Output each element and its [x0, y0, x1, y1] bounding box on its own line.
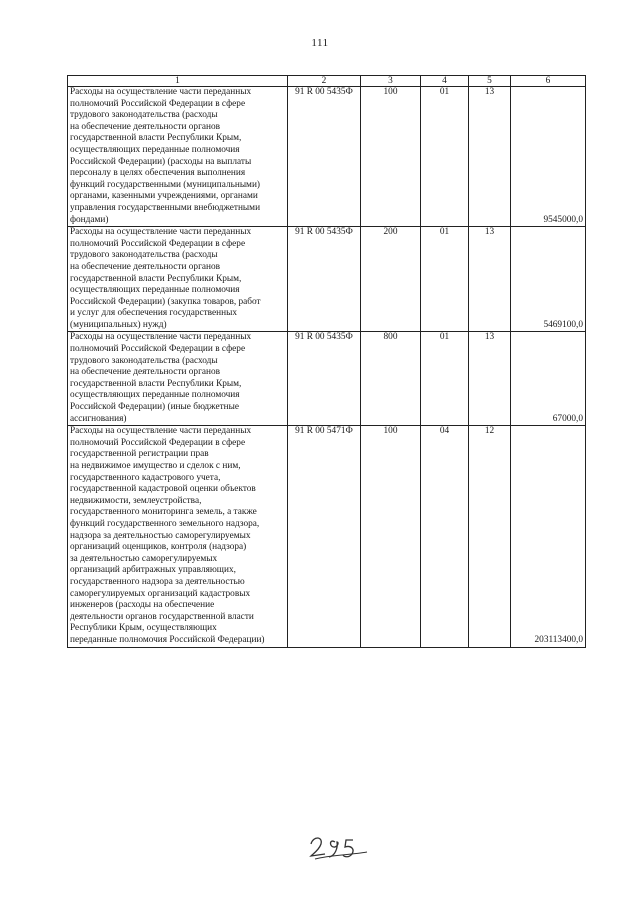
column-header: 5: [469, 76, 511, 87]
table-row: [68, 332, 586, 426]
header-row: [68, 76, 586, 87]
expense-type-cell: 100: [361, 426, 421, 647]
description-line: трудового законодательства (расходы: [70, 110, 218, 121]
description-line: органами, казенными учреждениями, органами: [70, 191, 258, 202]
description-line: Расходы на осуществление части переданных: [70, 227, 252, 238]
description-line: Расходы на осуществление части переданных: [70, 332, 252, 343]
description-line: переданные полномочия Российской Федерации): [70, 634, 265, 645]
description-line: полномочий Российской Федерации в сфере: [70, 344, 246, 355]
description-line: организаций оценщиков, контроля (надзора): [70, 542, 247, 553]
amount-cell: 5469100,0: [511, 227, 586, 332]
description-line: фондами): [70, 214, 109, 225]
handwritten-page-stamp: [305, 822, 375, 862]
description-line: полномочий Российской Федерации в сфере: [70, 238, 246, 249]
column-header: 1: [68, 76, 288, 87]
description-line: на обеспечение деятельности органов: [70, 367, 221, 378]
description-line: государственной власти Республики Крым,: [70, 378, 242, 389]
description-line: Расходы на осуществление части переданных: [70, 87, 252, 97]
target-code-cell: 91 R 00 5435Ф: [288, 227, 361, 332]
expense-type-cell: 800: [361, 332, 421, 426]
amount-cell: 67000,0: [511, 332, 586, 426]
description-line: государственной регистрации прав: [70, 449, 209, 460]
target-code-cell: 91 R 00 5435Ф: [288, 332, 361, 426]
description-line: государственной кадастровой оценки объектов: [70, 484, 256, 495]
description-line: государственного кадастрового учета,: [70, 472, 221, 483]
description-line: ассигнования): [70, 413, 127, 424]
description-line: на обеспечение деятельности органов: [70, 261, 221, 272]
section-cell: 04: [421, 426, 469, 647]
description-line: трудового законодательства (расходы: [70, 250, 218, 261]
description-line: трудового законодательства (расходы: [70, 355, 218, 366]
description-line: на недвижимое имущество и сделок с ним,: [70, 461, 241, 471]
subsection-cell: 13: [469, 87, 511, 227]
description-line: недвижимости, землеустройства,: [70, 495, 202, 506]
table-row: [68, 87, 586, 227]
description-line: инженеров (расходы на обеспечение: [70, 600, 215, 611]
description-line: Республики Крым, осуществляющих: [70, 623, 217, 634]
description-line: полномочий Российской Федерации в сфере: [70, 437, 246, 448]
expense-type-cell: 100: [361, 87, 421, 227]
description-line: Российской Федерации) (закупка товаров, работ: [70, 296, 261, 307]
column-header: 3: [361, 76, 421, 87]
table-row: [68, 227, 586, 332]
section-cell: 01: [421, 227, 469, 332]
target-code-cell: 91 R 00 5435Ф: [288, 87, 361, 227]
description-line: на обеспечение деятельности органов: [70, 121, 221, 132]
description-line: и услуг для обеспечения государственных: [70, 308, 237, 319]
description-line: (муниципальных) нужд): [70, 319, 167, 330]
description-line: организаций арбитражных управляющих,: [70, 565, 236, 576]
description-line: осуществляющих переданные полномочия: [70, 390, 240, 401]
description-line: за деятельностью саморегулируемых: [70, 553, 218, 564]
section-cell: 01: [421, 87, 469, 227]
subsection-cell: 13: [469, 332, 511, 426]
description-line: государственной власти Республики Крым,: [70, 133, 242, 144]
row-description: [68, 332, 288, 426]
column-header: 4: [421, 76, 469, 87]
budget-table: [67, 75, 586, 648]
description-line: полномочий Российской Федерации в сфере: [70, 98, 246, 109]
column-header: 6: [511, 76, 586, 87]
table-row: [68, 426, 586, 647]
description-line: управления государственными внебюджетными: [70, 202, 261, 213]
amount-cell: 203113400,0: [511, 426, 586, 647]
column-header: 2: [288, 76, 361, 87]
description-line: саморегулируемых организаций кадастровых: [70, 588, 251, 599]
description-line: функций государственного земельного надзора,: [70, 518, 260, 529]
description-line: персоналу в целях обеспечения выполнения: [70, 168, 246, 179]
description-line: надзора за деятельностью саморегулируемых: [70, 530, 251, 541]
description-line: Российской Федерации) (иные бюджетные: [70, 402, 239, 413]
description-line: Российской Федерации) (расходы на выплаты: [70, 156, 252, 167]
description-line: осуществляющих переданные полномочия: [70, 285, 240, 296]
page-number: 111: [311, 37, 329, 49]
target-code-cell: 91 R 00 5471Ф: [288, 426, 361, 647]
row-description: [68, 426, 288, 647]
description-line: осуществляющих переданные полномочия: [70, 144, 240, 155]
description-line: функций государственными (муниципальными): [70, 179, 261, 190]
row-description: [68, 227, 288, 332]
description-line: государственного надзора за деятельностью: [70, 576, 245, 587]
description-line: деятельности органов государственной власти: [70, 611, 254, 622]
description-line: государственной власти Республики Крым,: [70, 273, 242, 284]
description-line: Расходы на осуществление части переданных: [70, 426, 252, 437]
subsection-cell: 13: [469, 227, 511, 332]
description-line: государственного мониторинга земель, а также: [70, 507, 257, 518]
row-description: [68, 87, 288, 227]
section-cell: 01: [421, 332, 469, 426]
subsection-cell: 12: [469, 426, 511, 647]
expense-type-cell: 200: [361, 227, 421, 332]
amount-cell: 9545000,0: [511, 87, 586, 227]
